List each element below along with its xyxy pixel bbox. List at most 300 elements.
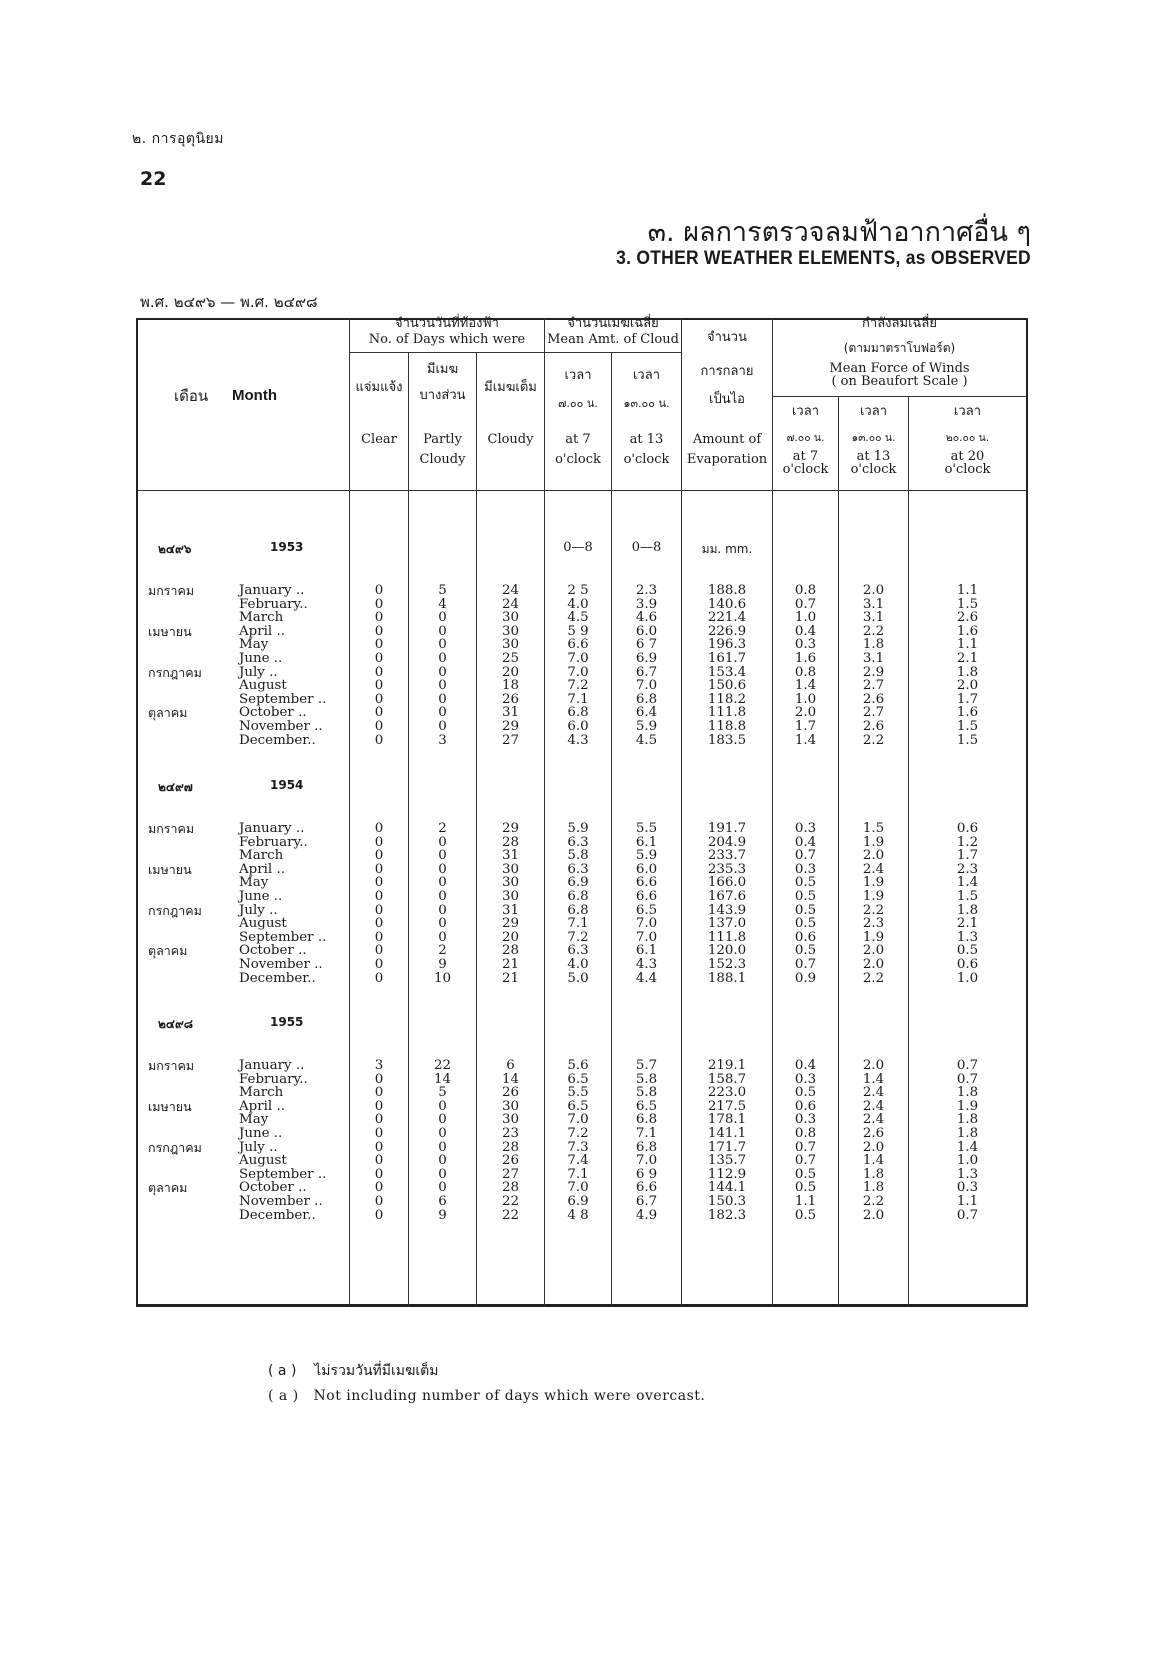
cell-w20: 1.9 [956, 1098, 979, 1114]
month-leader-dots: .. [291, 1058, 305, 1073]
cell-cloud7: 6.3 [567, 861, 589, 877]
cell-cloud13: 6 9 [635, 1166, 658, 1182]
cell-w20: 2.6 [956, 610, 979, 626]
cell-cloud7: 7.0 [567, 664, 589, 680]
cell-clear: 0 [374, 929, 384, 945]
wind13-oclock: o'clock [850, 462, 897, 477]
month-leader-dots: .. [291, 821, 305, 836]
month-leader-dots: .. [307, 970, 316, 986]
cell-evap: 153.4 [707, 664, 747, 680]
cloud13-time-thai: เวลา [632, 368, 660, 383]
cell-cloud7: 4 8 [567, 1207, 589, 1223]
month-name: January [239, 821, 292, 836]
cell-cloud13: 6.0 [635, 861, 658, 877]
wind20-oclock: o'clock [944, 462, 991, 477]
month-name: October [239, 705, 294, 721]
month-name: December [239, 732, 308, 748]
cell-cloud7: 6.6 [567, 637, 589, 653]
cell-evap: 219.1 [707, 1058, 747, 1073]
cell-clear: 0 [374, 970, 384, 986]
cell-w7: 0.3 [794, 821, 817, 836]
cell-clear: 0 [374, 678, 384, 694]
year-label-thai: ๒๔๙๘ [158, 1017, 194, 1031]
cell-cloudy: 14 [501, 1071, 520, 1087]
cell-evap: 223.0 [707, 1085, 747, 1101]
cell-w20: 1.5 [956, 596, 979, 612]
cell-clear: 0 [374, 1071, 384, 1087]
cell-clear: 0 [374, 834, 384, 850]
cell-w20: 1.4 [956, 875, 979, 891]
cell-w7: 0.3 [794, 637, 817, 653]
page-number: 22 [140, 168, 167, 190]
cell-partly: 2 [438, 943, 447, 959]
cell-partly: 5 [438, 583, 447, 598]
cell-evap: 141.1 [707, 1126, 747, 1141]
month-label [239, 1209, 316, 1223]
cell-cloud7: 7.2 [567, 1126, 589, 1141]
cell-cloud7: 5 9 [567, 623, 589, 639]
month-name: December [239, 1207, 308, 1223]
month-label-thai: เมษายน [148, 1098, 192, 1114]
cell-cloudy: 29 [501, 916, 520, 932]
cell-cloud13: 4.9 [635, 1207, 658, 1223]
cell-w13: 2.7 [862, 678, 885, 694]
cell-clear: 0 [374, 664, 384, 680]
month-name: March [239, 1085, 284, 1101]
cell-w20: 1.8 [956, 902, 979, 918]
month-leader-dots: .. [309, 1194, 323, 1209]
cell-partly: 0 [438, 1139, 447, 1155]
cell-w7: 1.0 [794, 610, 817, 626]
cell-w20: 0.6 [956, 957, 979, 972]
evap-header-thai: จำนวน [707, 330, 747, 345]
cell-w7: 1.4 [794, 732, 817, 748]
cell-cloudy: 28 [501, 943, 520, 959]
cell-evap: 143.9 [707, 902, 747, 918]
cell-partly: 0 [438, 916, 447, 932]
cell-cloud7: 6.9 [567, 1194, 589, 1209]
month-name: June [239, 889, 270, 904]
cloud7-unit: 0—8 [563, 540, 593, 555]
cloud13-oclock: o'clock [623, 452, 670, 467]
wind-group-english: Mean Force of Winds [829, 361, 970, 376]
wind20-at: at 20 [950, 449, 985, 464]
cell-w13: 2.4 [862, 861, 885, 877]
cell-w13: 1.8 [862, 1180, 885, 1196]
month-label-thai: ตุลาคม [148, 943, 188, 959]
cell-clear: 0 [374, 719, 384, 734]
cell-w7: 0.5 [794, 943, 817, 959]
cell-partly: 0 [438, 1112, 447, 1128]
month-name: February [239, 596, 300, 612]
cell-cloud7: 7.0 [567, 651, 589, 666]
cell-clear: 0 [374, 1207, 384, 1223]
month-leader-dots: .. [269, 651, 283, 666]
cell-cloudy: 26 [501, 1153, 520, 1169]
month-header-thai: เดือน [174, 387, 209, 405]
cell-w13: 2.2 [862, 623, 885, 639]
cell-clear: 3 [374, 1058, 384, 1073]
month-name: March [239, 848, 284, 864]
cell-w13: 1.8 [862, 637, 885, 653]
group-rule [350, 352, 544, 353]
cell-partly: 0 [438, 861, 447, 877]
cell-cloud7: 6.8 [567, 902, 589, 918]
cell-cloud13: 6.1 [635, 834, 658, 850]
month-name: May [239, 875, 269, 891]
cell-w7: 0.8 [794, 664, 817, 680]
evap-header-thai-2: การกลาย [700, 364, 754, 379]
cell-cloud13: 5.8 [635, 1085, 658, 1101]
cell-cloud7: 5.0 [567, 970, 589, 986]
running-header: ๒. การอุตุนิยม [132, 131, 224, 147]
month-name: July [239, 902, 265, 918]
cell-cloud13: 6.8 [635, 691, 658, 707]
cell-w7: 2.0 [794, 705, 817, 721]
cell-cloud13: 7.0 [635, 929, 658, 945]
cell-w7: 0.8 [794, 1126, 817, 1141]
cell-w20: 1.3 [956, 929, 979, 945]
month-name: April [239, 1098, 273, 1114]
year-label: 1954 [270, 778, 304, 792]
cell-evap: 111.8 [707, 705, 747, 721]
cell-cloud7: 6.0 [567, 719, 589, 734]
cell-cloud7: 5.6 [567, 1058, 589, 1073]
cell-w13: 2.9 [862, 664, 885, 680]
cell-cloud7: 7.1 [567, 1166, 589, 1182]
cell-w7: 0.5 [794, 916, 817, 932]
cell-cloud13: 6.6 [635, 875, 658, 891]
cell-cloud7: 4.0 [567, 596, 589, 612]
cell-cloud13: 3.9 [635, 596, 658, 612]
wind13-hour-thai: ๑๓.๐๐ น. [851, 432, 896, 444]
cell-partly: 9 [438, 957, 447, 972]
wind7-time-thai: เวลา [791, 404, 819, 419]
cell-w20: 1.0 [956, 970, 979, 986]
cell-clear: 0 [374, 957, 384, 972]
cell-clear: 0 [374, 1139, 384, 1155]
cell-evap: 183.5 [707, 732, 747, 748]
cell-w7: 0.4 [794, 1058, 817, 1073]
cell-clear: 0 [374, 637, 384, 653]
cell-w7: 0.5 [794, 1166, 817, 1182]
cell-cloud7: 4.3 [567, 732, 589, 748]
cell-cloud13: 4.4 [635, 970, 658, 986]
cell-cloudy: 24 [501, 596, 520, 612]
cloudy-header-thai: มีเมฆเต็ม [484, 380, 537, 395]
cell-w7: 0.4 [794, 623, 817, 639]
cell-w13: 2.0 [862, 943, 885, 959]
cell-evap: 178.1 [707, 1112, 747, 1128]
month-name: November [239, 957, 310, 972]
cell-evap: 150.3 [707, 1194, 747, 1209]
cell-partly: 0 [438, 719, 447, 734]
footnote-mark: ( a ) [268, 1363, 297, 1379]
partly-header-thai-2: บางส่วน [419, 388, 466, 403]
cell-w20: 2.1 [956, 651, 979, 666]
cloud7-time-thai: เวลา [564, 368, 592, 383]
month-label-thai: มกราคม [148, 821, 195, 836]
cell-w7: 0.7 [794, 957, 817, 972]
month-name: October [239, 1180, 294, 1196]
wind7-hour-thai: ๗.๐๐ น. [786, 432, 825, 444]
group-rule [773, 396, 1026, 397]
cell-cloudy: 30 [501, 610, 520, 626]
cell-w7: 0.5 [794, 902, 817, 918]
month-label [239, 734, 316, 748]
cloud7-oclock: o'clock [555, 452, 601, 467]
evap-unit: มม. mm. [701, 542, 753, 556]
cell-w13: 2.0 [862, 1058, 885, 1073]
cell-w13: 2.0 [862, 957, 885, 972]
month-name: May [239, 1112, 269, 1128]
cell-partly: 3 [438, 732, 447, 748]
cell-evap: 161.7 [707, 651, 747, 666]
cell-w13: 1.8 [862, 1166, 885, 1182]
cell-w13: 3.1 [862, 596, 885, 612]
cloud7-hour-thai: ๗.๐๐ น. [558, 397, 598, 410]
cell-w13: 1.9 [862, 875, 885, 891]
cell-cloud13: 7.0 [635, 916, 658, 932]
cell-w13: 2.0 [862, 1139, 885, 1155]
cell-clear: 0 [374, 732, 384, 748]
cell-cloudy: 20 [501, 929, 520, 945]
cell-cloud13: 7.1 [635, 1126, 658, 1141]
wind7-at: at 7 [792, 449, 819, 464]
month-name: April [239, 623, 273, 639]
cell-evap: 118.8 [707, 719, 747, 734]
cell-w20: 0.6 [956, 821, 979, 836]
month-name: December [239, 970, 308, 986]
cell-w13: 2.6 [862, 1126, 885, 1141]
cell-cloud13: 6.0 [635, 623, 658, 639]
cell-clear: 0 [374, 610, 384, 626]
month-leader-dots: .. [307, 732, 316, 748]
table-right-border [1026, 318, 1028, 1306]
month-name: November [239, 719, 310, 734]
cell-w13: 2.0 [862, 848, 885, 864]
month-name: February [239, 834, 300, 850]
month-label-thai: ตุลาคม [148, 705, 188, 721]
cell-cloud7: 5.8 [567, 848, 589, 864]
cell-evap: 204.9 [707, 834, 747, 850]
evap-header-thai-3: เป็นไอ [709, 392, 745, 407]
wind20-hour-thai: ๒๐.๐๐ น. [945, 432, 990, 444]
cell-cloudy: 24 [501, 583, 520, 598]
month-label-thai: กรกฎาคม [148, 902, 202, 918]
cell-w20: 1.3 [956, 1166, 979, 1182]
cell-w7: 0.3 [794, 1071, 817, 1087]
cell-cloudy: 31 [501, 705, 520, 721]
cell-cloudy: 22 [501, 1194, 520, 1209]
wind13-at: at 13 [856, 449, 891, 464]
cell-clear: 0 [374, 821, 384, 836]
cell-evap: 235.3 [707, 861, 747, 877]
cell-w20: 0.7 [956, 1058, 979, 1073]
month-leader-dots: .. [293, 705, 307, 721]
month-label-thai: ตุลาคม [148, 1180, 188, 1196]
cell-cloud13: 6.6 [635, 1180, 658, 1196]
cell-evap: 226.9 [707, 623, 747, 639]
year-label: 1953 [270, 540, 304, 554]
cell-clear: 0 [374, 623, 384, 639]
month-leader-dots: .. [264, 902, 278, 918]
cell-w13: 1.5 [862, 821, 885, 836]
cell-w13: 2.2 [862, 1194, 885, 1209]
footnote-thai [268, 1360, 439, 1382]
cell-w7: 1.4 [794, 678, 817, 694]
month-name: July [239, 1139, 265, 1155]
cell-w20: 1.1 [956, 637, 979, 653]
cell-cloud7: 7.2 [567, 929, 589, 945]
cell-w7: 0.3 [794, 861, 817, 877]
month-name: August [239, 678, 287, 694]
cell-partly: 0 [438, 705, 447, 721]
month-leader-dots: .. [309, 719, 323, 734]
cell-partly: 0 [438, 1180, 447, 1196]
month-leader-dots: .. [293, 1180, 307, 1196]
cell-cloud7: 6.8 [567, 705, 589, 721]
cell-evap: 137.0 [707, 916, 747, 932]
cell-w13: 2.4 [862, 1085, 885, 1101]
cell-cloud13: 6 7 [635, 637, 658, 653]
cell-cloud7: 6.8 [567, 889, 589, 904]
cell-clear: 0 [374, 902, 384, 918]
cell-cloudy: 30 [501, 1098, 520, 1114]
clear-header-thai: แจ่มแจ้ง [355, 380, 403, 395]
cell-evap: 167.6 [707, 889, 747, 904]
cell-w7: 0.6 [794, 1098, 817, 1114]
cell-clear: 0 [374, 1166, 384, 1182]
cell-cloud7: 4.5 [567, 610, 589, 626]
weather-table [136, 318, 1028, 1310]
days-group-thai: จำนวนวันที่ท้องฟ้า [395, 316, 499, 331]
cell-w20: 0.7 [956, 1207, 979, 1223]
table-left-border [136, 318, 138, 1306]
cell-partly: 0 [438, 834, 447, 850]
cell-clear: 0 [374, 916, 384, 932]
cell-evap: 191.7 [707, 821, 747, 836]
cell-cloudy: 27 [501, 1166, 520, 1182]
cell-cloudy: 31 [501, 902, 520, 918]
header-bottom-rule [136, 490, 1028, 491]
cell-cloud13: 5.9 [635, 848, 658, 864]
cell-w13: 2.6 [862, 719, 885, 734]
footnote-thai-text: ไม่รวมวันที่มีเมฆเต็ม [314, 1363, 439, 1379]
cell-w13: 2.7 [862, 705, 885, 721]
month-leader-dots: .. [299, 1071, 308, 1087]
cell-clear: 0 [374, 1194, 384, 1209]
clear-header-english: Clear [361, 432, 397, 447]
cell-partly: 2 [438, 821, 447, 836]
cell-partly: 0 [438, 889, 447, 904]
month-leader-dots: .. [272, 1098, 285, 1114]
month-leader-dots: .. [313, 691, 327, 707]
month-name: March [239, 610, 284, 626]
cell-w20: 1.5 [956, 719, 979, 734]
cloud13-hour-thai: ๑๓.๐๐ น. [623, 397, 670, 410]
cell-w13: 3.1 [862, 610, 885, 626]
month-name: April [239, 861, 273, 877]
cell-w13: 2.0 [862, 1207, 885, 1223]
cell-clear: 0 [374, 889, 384, 904]
cloud-group-thai: จำนวนเมฆเฉลี่ย [567, 316, 659, 331]
month-name: January [239, 1058, 292, 1073]
cell-w7: 0.5 [794, 889, 817, 904]
partly-header-english: Partly [423, 432, 462, 447]
cell-cloudy: 20 [501, 664, 520, 680]
cell-cloudy: 30 [501, 1112, 520, 1128]
cell-evap: 188.8 [707, 583, 747, 598]
section-title-thai: ๓. ผลการตรวจลมฟ้าอากาศอื่น ๆ [647, 217, 1031, 248]
cell-w13: 2.6 [862, 691, 885, 707]
cell-cloud13: 5.7 [635, 1058, 658, 1073]
cell-cloud13: 2.3 [635, 583, 658, 598]
footnote-english-text: Not including number of days which were overcast. [313, 1388, 706, 1404]
cell-cloud13: 6.8 [635, 1139, 658, 1155]
table-bottom-rule [136, 1304, 1028, 1307]
month-label-thai: มกราคม [148, 1058, 195, 1073]
cell-partly: 14 [433, 1071, 452, 1087]
cell-w13: 3.1 [862, 651, 885, 666]
partly-header-english-2: Cloudy [419, 452, 466, 467]
cell-w7: 0.4 [794, 834, 817, 850]
cell-w7: 0.5 [794, 1207, 817, 1223]
month-name: August [239, 1153, 287, 1169]
cell-clear: 0 [374, 1180, 384, 1196]
cell-evap: 135.7 [707, 1153, 747, 1169]
cell-evap: 182.3 [707, 1207, 747, 1223]
cell-w13: 2.4 [862, 1112, 885, 1128]
month-leader-dots: .. [307, 1207, 316, 1223]
cell-w20: 1.2 [956, 834, 979, 850]
cell-clear: 0 [374, 943, 384, 959]
cell-w7: 0.7 [794, 1139, 817, 1155]
month-header-english: Month [232, 387, 277, 404]
cell-cloud7: 7.3 [567, 1139, 589, 1155]
cell-partly: 0 [438, 1098, 447, 1114]
cell-partly: 0 [438, 875, 447, 891]
cell-cloudy: 30 [501, 875, 520, 891]
cell-partly: 0 [438, 929, 447, 945]
evap-header-english: Amount of [692, 432, 762, 447]
cell-w13: 1.4 [862, 1153, 885, 1169]
cloudy-header-english: Cloudy [487, 432, 534, 447]
cell-cloudy: 6 [506, 1058, 515, 1073]
month-name: August [239, 916, 287, 932]
cell-partly: 0 [438, 1126, 447, 1141]
month-name: June [239, 1126, 270, 1141]
cell-clear: 0 [374, 861, 384, 877]
footnote-english [268, 1388, 705, 1404]
cell-w7: 0.7 [794, 848, 817, 864]
cell-cloud13: 6.1 [635, 943, 658, 959]
month-name: May [239, 637, 269, 653]
cell-w13: 2.0 [862, 583, 885, 598]
cell-evap: 158.7 [707, 1071, 747, 1087]
wind-group-thai-2: (ตามมาตราโบฟอร์ต) [843, 341, 956, 355]
cell-cloud7: 7.2 [567, 678, 589, 694]
cell-cloud7: 5.5 [567, 1085, 589, 1101]
cell-cloud7: 7.1 [567, 691, 589, 707]
cell-w13: 2.2 [862, 970, 885, 986]
cell-clear: 0 [374, 848, 384, 864]
cell-cloud7: 2 5 [567, 583, 589, 598]
cell-evap: 196.3 [707, 637, 747, 653]
cell-w7: 1.6 [794, 651, 817, 666]
footnote-mark: ( a ) [268, 1388, 299, 1404]
cell-partly: 5 [438, 1085, 447, 1101]
